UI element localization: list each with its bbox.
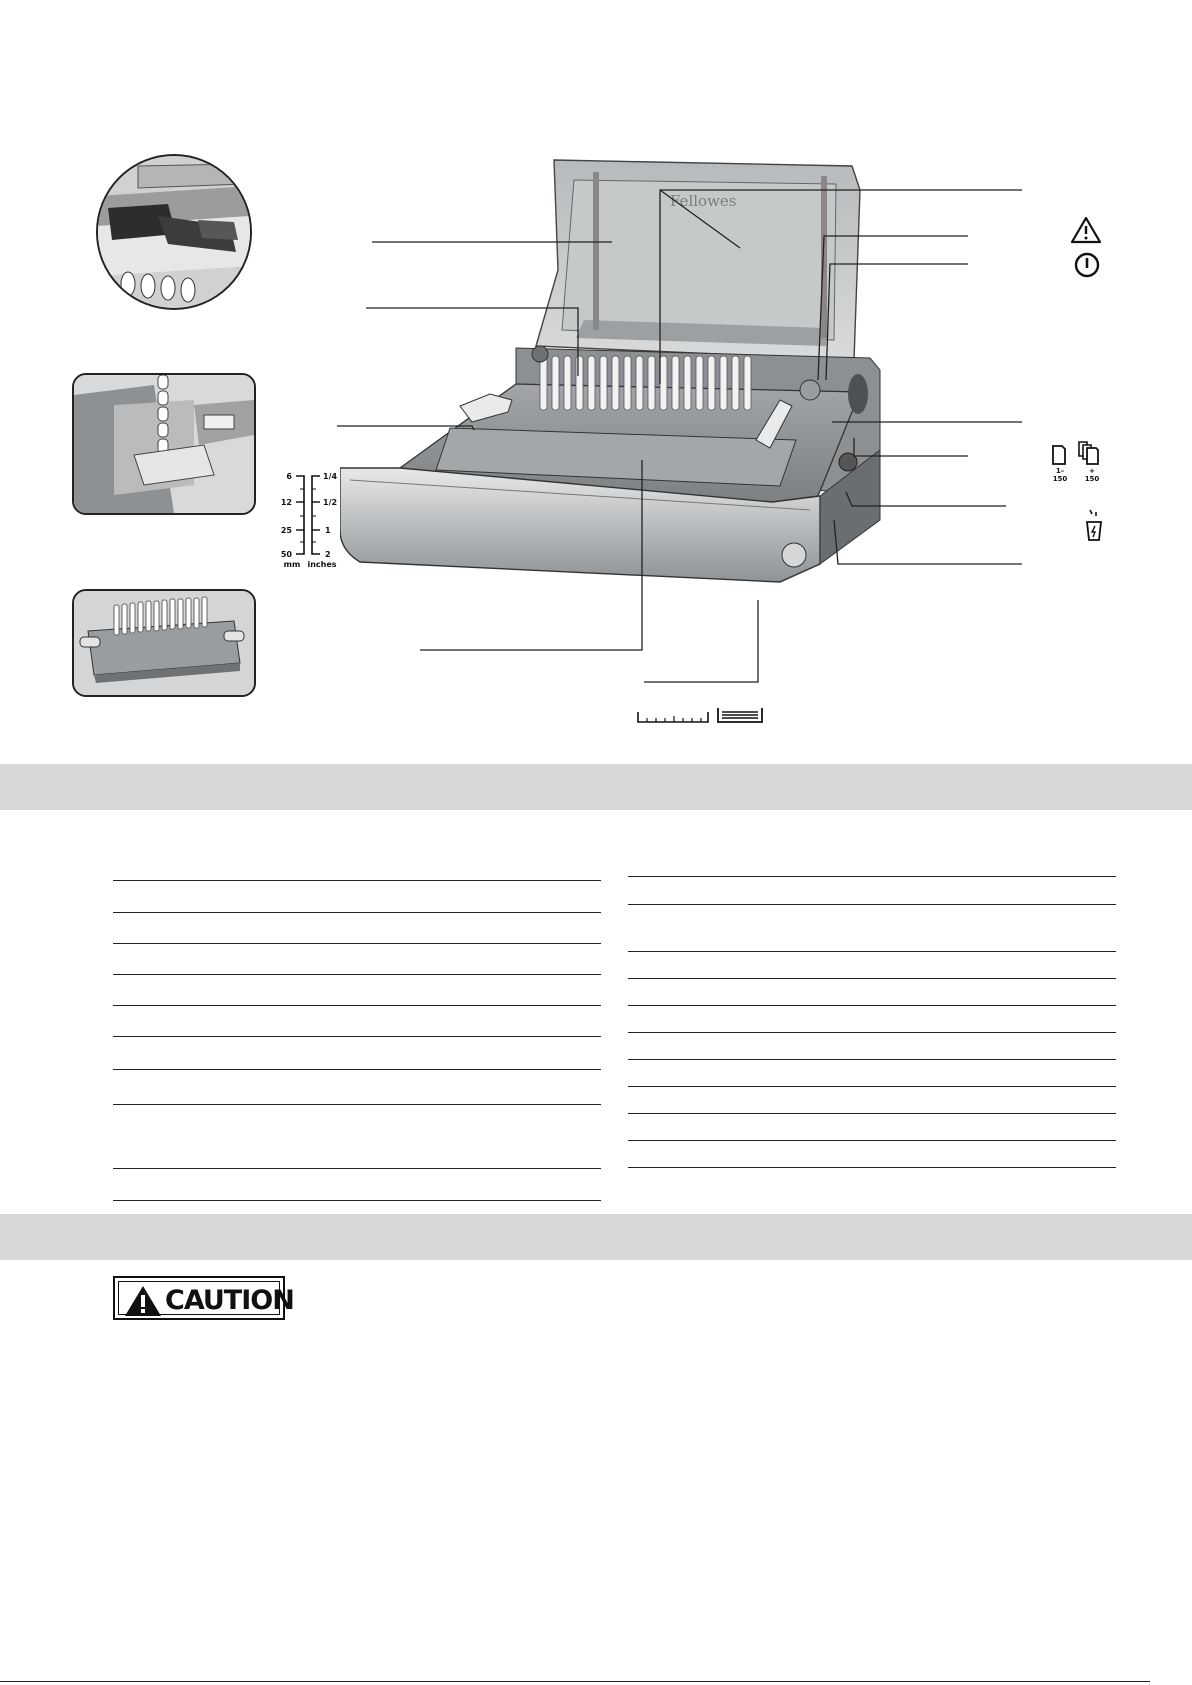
single-sheet-capacity-label: 1– 150 xyxy=(1052,467,1068,483)
inch-unit-label: inches xyxy=(307,560,337,569)
table-row xyxy=(113,974,601,975)
table-row xyxy=(113,943,601,944)
table-row xyxy=(628,1113,1116,1114)
inch-tick-two: 2 xyxy=(325,550,331,559)
footer-rule xyxy=(0,1681,1150,1682)
caution-badge xyxy=(113,1276,294,1320)
inch-tick-one: 1 xyxy=(325,526,331,535)
ruler-icon xyxy=(636,708,710,724)
inch-tick-quarter: 1/4 xyxy=(323,472,338,481)
caution-frame xyxy=(118,1281,294,1316)
table-row xyxy=(113,880,601,881)
section-header-band xyxy=(0,764,1192,810)
caution-triangle-icon xyxy=(123,1284,163,1318)
table-row xyxy=(113,1200,601,1201)
table-row xyxy=(113,1005,601,1006)
section-header-band xyxy=(0,1214,1192,1260)
mm-tick-25: 25 xyxy=(280,526,292,535)
power-icon xyxy=(1074,252,1100,278)
table-row xyxy=(628,1140,1116,1141)
caution-text: CAUTION xyxy=(165,1285,294,1316)
table-row xyxy=(113,1104,601,1105)
table-row xyxy=(113,1069,601,1070)
table-row xyxy=(113,1168,601,1169)
multi-sheet-icon xyxy=(1076,440,1102,466)
table-row xyxy=(628,876,1116,877)
mm-tick-12: 12 xyxy=(280,498,292,507)
table-row xyxy=(628,1167,1116,1168)
table-row xyxy=(628,951,1116,952)
table-row xyxy=(628,1032,1116,1033)
table-row xyxy=(628,1086,1116,1087)
spine-icon xyxy=(716,706,764,724)
table-row xyxy=(628,978,1116,979)
table-row xyxy=(113,1036,601,1037)
table-row xyxy=(628,1005,1116,1006)
mm-tick-6: 6 xyxy=(286,472,292,481)
waste-bin-icon xyxy=(1084,508,1104,544)
inch-tick-half: 1/2 xyxy=(323,498,338,507)
callout-leader-lines xyxy=(0,0,1192,760)
mm-unit-label: mm xyxy=(283,560,301,569)
table-row xyxy=(628,904,1116,905)
table-row xyxy=(113,912,601,913)
table-row xyxy=(628,1059,1116,1060)
mm-tick-50: 50 xyxy=(280,550,292,559)
warning-triangle-icon xyxy=(1070,216,1102,244)
brand-logo: Fellowes xyxy=(670,192,737,210)
single-sheet-icon xyxy=(1050,444,1068,466)
multi-sheet-capacity-label: + 150 xyxy=(1084,467,1100,483)
